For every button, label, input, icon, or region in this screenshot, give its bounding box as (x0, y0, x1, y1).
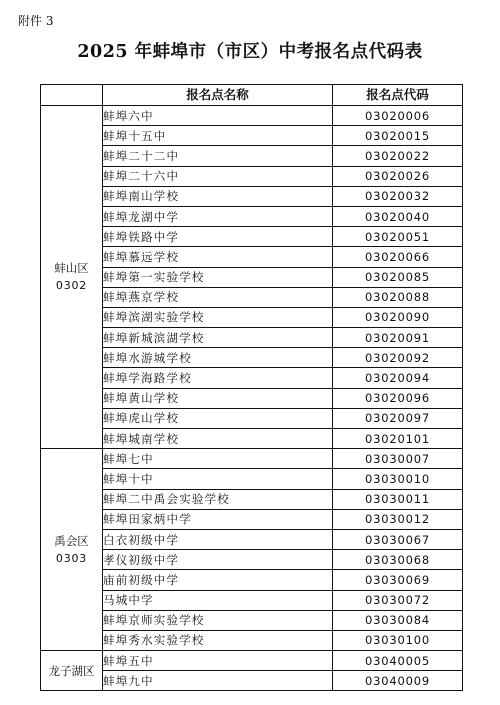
table-row (41, 610, 463, 630)
school-code: 03030100 (333, 630, 463, 650)
school-name: 蚌埠新城滨湖学校 (103, 328, 333, 348)
school-code: 03020015 (333, 126, 463, 146)
table-header-row (41, 85, 463, 106)
school-code: 03020022 (333, 146, 463, 166)
school-name: 蚌埠六中 (103, 106, 333, 126)
school-name: 蚌埠龙湖中学 (103, 206, 333, 226)
table-row (41, 368, 463, 388)
attachment-label: 附件 3 (18, 14, 54, 28)
table-row (41, 166, 463, 186)
table-row (41, 671, 463, 691)
school-code: 03030067 (333, 529, 463, 549)
table-row (41, 630, 463, 650)
table-row (41, 429, 463, 449)
school-code: 03030011 (333, 489, 463, 509)
school-name: 蚌埠铁路中学 (103, 227, 333, 247)
school-name: 庙前初级中学 (103, 570, 333, 590)
school-name: 蚌埠秀水实验学校 (103, 630, 333, 650)
school-code: 03030007 (333, 449, 463, 469)
school-name: 蚌埠二中禹会实验学校 (103, 489, 333, 509)
table-row (41, 267, 463, 287)
school-name: 蚌埠燕京学校 (103, 287, 333, 307)
school-code: 03020026 (333, 166, 463, 186)
district-cell-yuhui (41, 449, 103, 651)
school-code: 03020094 (333, 368, 463, 388)
school-name: 蚌埠黄山学校 (103, 388, 333, 408)
district-code: 0303 (55, 551, 88, 565)
school-name: 蚌埠五中 (103, 651, 333, 671)
table-row (41, 651, 463, 671)
district-name: 龙子湖区 (48, 663, 95, 678)
school-name: 蚌埠慕远学校 (103, 247, 333, 267)
school-code: 03020085 (333, 267, 463, 287)
header-name: 报名点名称 (103, 85, 333, 106)
school-name: 蚌埠第一实验学校 (103, 267, 333, 287)
school-code: 03030012 (333, 509, 463, 529)
school-code: 03020090 (333, 307, 463, 327)
school-name: 蚌埠二十二中 (103, 146, 333, 166)
school-code: 03030010 (333, 469, 463, 489)
school-name: 蚌埠十五中 (103, 126, 333, 146)
school-name: 蚌埠十中 (103, 469, 333, 489)
school-code: 03020032 (333, 186, 463, 206)
table-row (41, 106, 463, 126)
school-name: 蚌埠七中 (103, 449, 333, 469)
school-code: 03020096 (333, 388, 463, 408)
table-row (41, 388, 463, 408)
table-row (41, 529, 463, 549)
district-cell-bengshan (41, 106, 103, 449)
school-code: 03030069 (333, 570, 463, 590)
school-code: 03020006 (333, 106, 463, 126)
district-code: 0302 (55, 279, 88, 293)
table-row (41, 570, 463, 590)
table-row (41, 126, 463, 146)
document-title: 2025 年蚌埠市（市区）中考报名点代码表 (77, 42, 423, 62)
table-row (41, 206, 463, 226)
school-name: 蚌埠南山学校 (103, 186, 333, 206)
school-name: 蚌埠京师实验学校 (103, 610, 333, 630)
school-code: 03020091 (333, 328, 463, 348)
district-name: 蚌山区 (54, 261, 89, 276)
school-name: 蚌埠学海路学校 (103, 368, 333, 388)
table-row (41, 489, 463, 509)
header-code: 报名点代码 (333, 85, 463, 106)
table-row (41, 590, 463, 610)
school-name: 蚌埠城南学校 (103, 429, 333, 449)
school-code: 03020101 (333, 429, 463, 449)
table-row (41, 247, 463, 267)
table-row (41, 287, 463, 307)
table-row (41, 469, 463, 489)
table-row (41, 186, 463, 206)
school-code: 03020040 (333, 206, 463, 226)
table-row (41, 328, 463, 348)
school-code: 03030084 (333, 610, 463, 630)
header-district-cell (41, 85, 103, 106)
district-name: 禹会区 (54, 533, 89, 548)
table-row (41, 227, 463, 247)
school-name: 蚌埠二十六中 (103, 166, 333, 186)
school-name: 孝仪初级中学 (103, 550, 333, 570)
school-code: 03020092 (333, 348, 463, 368)
school-code: 03040009 (333, 671, 463, 691)
school-name: 蚌埠水游城学校 (103, 348, 333, 368)
table-row (41, 550, 463, 570)
registration-code-table (40, 84, 463, 691)
school-name: 蚌埠九中 (103, 671, 333, 691)
district-cell-longzihu (41, 651, 103, 691)
school-code: 03030072 (333, 590, 463, 610)
table-body (41, 106, 463, 691)
table-row (41, 146, 463, 166)
table-row (41, 348, 463, 368)
table-row (41, 449, 463, 469)
school-name: 白衣初级中学 (103, 529, 333, 549)
school-code: 03040005 (333, 651, 463, 671)
table-row (41, 408, 463, 428)
school-name: 马城中学 (103, 590, 333, 610)
school-name: 蚌埠虎山学校 (103, 408, 333, 428)
school-code: 03020066 (333, 247, 463, 267)
table-row (41, 509, 463, 529)
table-row (41, 307, 463, 327)
school-code: 03020088 (333, 287, 463, 307)
school-code: 03030068 (333, 550, 463, 570)
school-name: 蚌埠田家炳中学 (103, 509, 333, 529)
school-code: 03020051 (333, 227, 463, 247)
school-code: 03020097 (333, 408, 463, 428)
school-name: 蚌埠滨湖实验学校 (103, 307, 333, 327)
